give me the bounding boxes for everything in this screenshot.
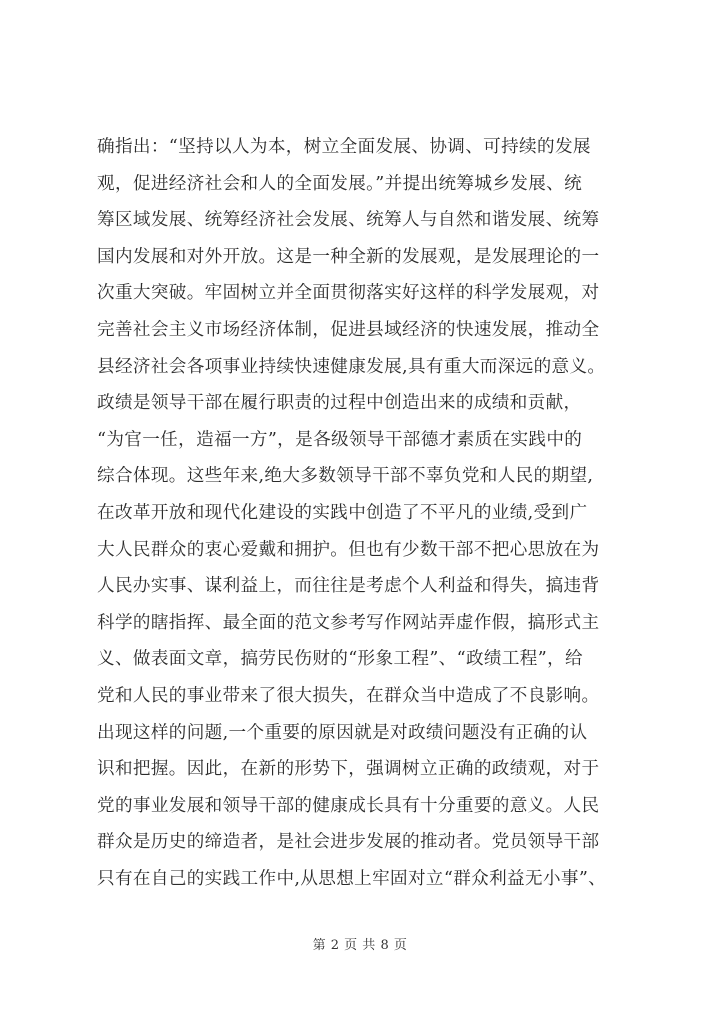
text-line: 党和人民的事业带来了很大损失，在群众当中造成了不良影响。 [97,685,600,706]
text-line: 群众是历史的缔造者，是社会进步发展的推动者。党员领导干部 [97,832,600,853]
text-line: 县经济社会各项事业持续快速健康发展,具有重大而深远的意义。 [97,356,606,377]
page-number-footer: 第 2 页 共 8 页 [312,938,408,953]
text-line: 政绩是领导干部在履行职责的过程中创造出来的成绩和贡献， [97,393,582,414]
text-line: 观，促进经济社会和人的全面发展。”并提出统筹城乡发展、统 [97,173,583,194]
text-line: 大人民群众的衷心爱戴和拥护。但也有少数干部不把心思放在为 [97,539,600,560]
text-line: 党的事业发展和领导干部的健康成长具有十分重要的意义。人民 [97,795,600,816]
text-line: 义、做表面文章，搞劳民伤财的“形象工程”、“政绩工程”，给 [97,649,583,670]
text-line: 科学的瞎指挥、最全面的范文参考写作网站弄虚作假，搞形式主 [97,612,600,633]
text-line: 完善社会主义市场经济体制，促进县域经济的快速发展，推动全 [97,319,600,340]
text-line: 在改革开放和现代化建设的实践中创造了不平凡的业绩,受到广 [97,502,588,523]
text-line: 只有在自己的实践工作中,从思想上牢固对立“群众利益无小事”、 [97,868,607,889]
text-line: 人民办实事、谋利益上，而往往是考虑个人利益和得失，搞违背 [97,576,600,597]
text-line: 筹区域发展、统筹经济社会发展、统筹人与自然和谐发展、统筹 [97,210,600,231]
text-line: 出现这样的问题,一个重要的原因就是对政绩问题没有正确的认 [97,722,588,743]
text-line: 次重大突破。牢固树立并全面贯彻落实好这样的科学发展观，对 [97,283,600,304]
body-text [97,129,627,897]
text-line: 国内发展和对外开放。这是一种全新的发展观，是发展理论的一 [97,246,600,267]
text-line: 综合体现。这些年来,绝大多数领导干部不辜负党和人民的期望, [97,466,594,487]
text-line: 识和把握。因此，在新的形势下，强调树立正确的政绩观，对于 [97,759,600,780]
text-line: “为官一任，造福一方”，是各级领导干部德才素质在实践中的 [97,429,583,450]
text-line: 确指出：“坚持以人为本，树立全面发展、协调、可持续的发展 [97,137,591,157]
